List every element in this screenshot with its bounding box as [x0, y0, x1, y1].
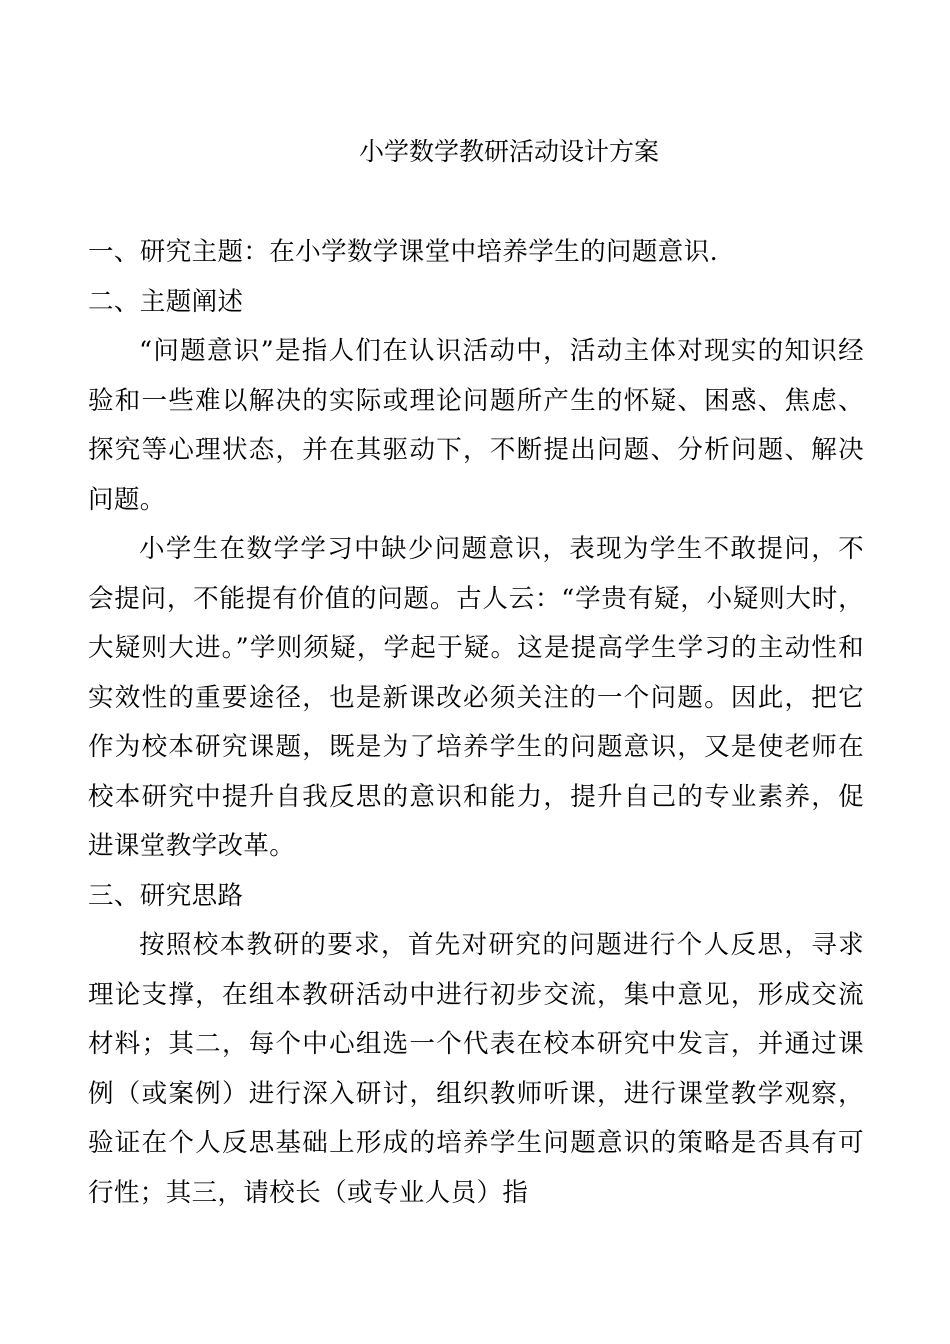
- paragraph-problem-awareness-definition: “问题意识”是指人们在认识活动中，活动主体对现实的知识经验和一些难以解决的实际或理论问题所产生的怀疑、困惑、焦虑、探究等心理状态，并在其驱动下，不断提出问题、分析问题、解决问题。: [88, 336, 864, 515]
- document-body: [88, 228, 864, 1218]
- section-heading-theme: 二、主题阐述: [88, 286, 244, 317]
- section-heading-research-approach: 三、研究思路: [88, 880, 244, 911]
- document-title: 小学数学教研活动设计方案: [358, 137, 659, 166]
- paragraph-research-approach: 按照校本教研的要求，首先对研究的问题进行个人反思，寻求理论支撑，在组本教研活动中进行初步交流，集中意见，形成交流材料；其二，每个中心组选一个代表在校本研究中发言，并通过课例（或案例）进行深入研讨，组织教师听课，进行课堂教学观察，验证在个人反思基础上形成的培养学生问题意识的策略是否具有可行性；其三，请校长（或专业人员）指: [88, 930, 864, 1208]
- section-research-topic: 一、研究主题：在小学数学课堂中培养学生的问题意识.: [88, 237, 719, 267]
- paragraph-student-questioning: 小学生在数学学习中缺少问题意识，表现为学生不敢提问，不会提问，不能提有价值的问题。古人云：“学贵有疑，小疑则大时，大疑则大进。”学则须疑，学起于疑。这是提高学生学习的主动性和实效性的重要途径，也是新课改必须关注的一个问题。因此，把它作为校本研究课题，既是为了培养学生的问题意识，又是使老师在校本研究中提升自我反思的意识和能力，提升自己的专业素养，促进课堂教学改革。: [88, 534, 864, 861]
